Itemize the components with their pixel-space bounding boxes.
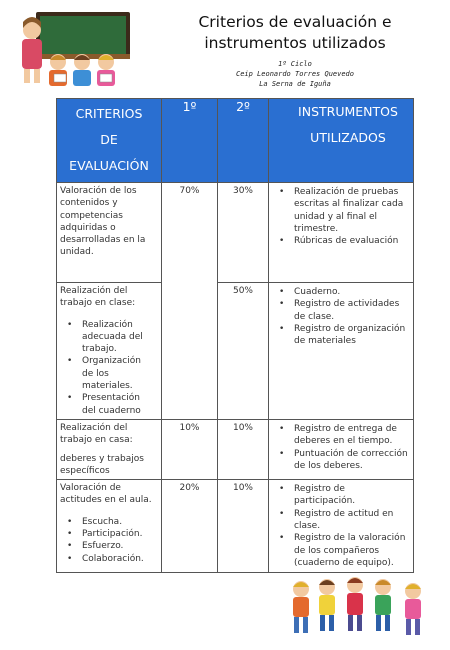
table-row: [57, 480, 414, 573]
cycle-label: 1º Ciclo: [278, 60, 312, 68]
criterion-text: Valoración de actitudes en el aula.: [60, 483, 152, 506]
header-second-term: 2º: [218, 99, 269, 183]
criterion-sub-item: • Presentación del cuaderno: [60, 392, 155, 417]
first-term-merged-cell: 70%: [162, 183, 218, 420]
criterion-cell: Valoración de los contenidos y competencias adquiridas o desarrolladas en la unidad.: [57, 183, 162, 283]
instruments-cell: [269, 480, 414, 573]
header-criteria-l3: EVALUACIÓN: [69, 158, 149, 173]
teacher-children-illustration: [14, 10, 132, 92]
criterion-text: Realización del trabajo en casa:: [60, 422, 133, 446]
instrument-item: • Registro de actividades de clase.: [272, 298, 408, 323]
header-criteria-l1: CRITERIOS: [75, 106, 143, 121]
criterion-sub-item: • Organización de los materiales.: [60, 355, 155, 392]
page-title-line2: instrumentos utilizados: [204, 34, 386, 52]
criterion-sub-item: • Colaboración.: [60, 553, 155, 565]
school-location: La Serna de Iguña: [259, 80, 331, 88]
instrument-item: • Rúbricas de evaluación: [272, 235, 408, 247]
second-term-cell: 10%: [218, 419, 269, 479]
instrument-item: • Registro de la valoración de los compañeros (cuaderno de equipo).: [272, 532, 408, 569]
first-term-cell: 10%: [162, 419, 218, 479]
school-name: Ceip Leonardo Torres Quevedo: [235, 70, 354, 78]
second-term-cell: 10%: [218, 480, 269, 573]
criterion-text: Realización del trabajo en clase:: [60, 286, 136, 309]
second-term-cell: 30%: [218, 183, 269, 283]
criterion-sub-item: • Escucha.: [60, 516, 155, 528]
instruments-cell: [269, 283, 414, 420]
instrument-item: • Puntuación de corrección de los deberes.: [272, 448, 408, 473]
criterion-sub-item: • Realización adecuada del trabajo.: [60, 319, 155, 356]
instrument-item: • Realización de pruebas escritas al finalizar cada unidad y al final el trimestre.: [272, 186, 408, 235]
header-instruments-l1: INSTRUMENTOS: [298, 104, 398, 119]
instruments-cell: [269, 419, 414, 479]
instrument-item: • Cuaderno.: [272, 286, 408, 298]
evaluation-table: [56, 98, 414, 573]
document-header: [150, 12, 440, 89]
header-instruments-l2: UTILIZADOS: [310, 130, 386, 145]
second-term-cell: 50%: [218, 283, 269, 420]
criterion-cell: [57, 419, 162, 479]
instrument-item: • Registro de entrega de deberes en el tiempo.: [272, 423, 408, 448]
instrument-item: • Registro de organización de materiales: [272, 323, 408, 348]
table-header-row: [57, 99, 414, 183]
children-playing-illustration: [285, 565, 435, 645]
criterion-cell: [57, 283, 162, 420]
first-term-cell: 20%: [162, 480, 218, 573]
header-instruments: [269, 99, 414, 183]
criterion-sub-item: • Esfuerzo.: [60, 540, 155, 552]
table-row: [57, 183, 414, 283]
instrument-item: • Registro de actitud en clase.: [272, 508, 408, 533]
header-first-term: 1º: [162, 99, 218, 183]
table-row: [57, 419, 414, 479]
page-title-line1: Criterios de evaluación e: [198, 13, 392, 31]
table-row: [57, 283, 414, 420]
criterion-cell: [57, 480, 162, 573]
criterion-sub-item: • Participación.: [60, 528, 155, 540]
header-criteria-l2: DE: [100, 132, 118, 147]
header-criteria: [57, 99, 162, 183]
criterion-text-detail: deberes y trabajos específicos: [60, 453, 144, 476]
instruments-cell: [269, 183, 414, 283]
instrument-item: • Registro de participación.: [272, 483, 408, 508]
